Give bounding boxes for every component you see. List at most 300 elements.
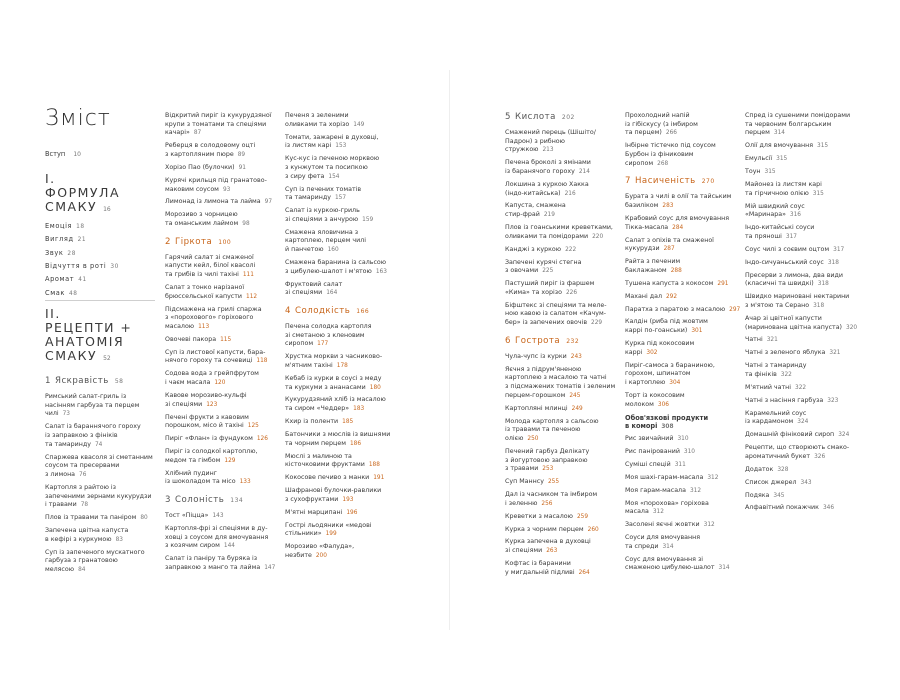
toc-entry[interactable] (625, 215, 729, 224)
toc-entry[interactable] (625, 258, 680, 267)
toc-entry[interactable] (165, 525, 267, 534)
page-number: 316 (789, 212, 801, 219)
toc-entry[interactable] (625, 474, 718, 483)
toc-entry[interactable] (505, 233, 603, 242)
toc-entry[interactable] (505, 569, 590, 578)
toc-entry[interactable] (625, 306, 740, 315)
entry-title: базиліком (625, 202, 659, 209)
toc-entry[interactable] (165, 284, 244, 293)
entry-title: Подяка (745, 491, 770, 499)
entry-title: Римський салат-гриль із (45, 392, 127, 400)
toc-entry[interactable] (625, 280, 729, 289)
toc-entry[interactable] (625, 340, 694, 349)
toc-entry[interactable] (625, 379, 680, 388)
toc-entry[interactable] (745, 453, 825, 462)
toc-entry[interactable] (505, 319, 602, 328)
toc-entry[interactable] (745, 142, 828, 151)
toc-entry[interactable] (625, 202, 673, 211)
page-number: 320 (846, 324, 858, 331)
entry-title: та фініків (745, 370, 777, 378)
toc-entry[interactable] (745, 479, 812, 488)
entry-title: та гірчичною олією (745, 189, 809, 197)
toc-entry[interactable] (505, 465, 553, 474)
toc-entry[interactable] (285, 332, 365, 341)
toc-entry[interactable] (285, 522, 372, 531)
entry-title: сиропом (285, 340, 314, 348)
page-number: 306 (657, 401, 669, 408)
toc-entry[interactable] (505, 383, 615, 392)
toc-entry[interactable] (625, 237, 714, 246)
toc-entry[interactable] (285, 461, 380, 470)
toc-entry[interactable] (165, 534, 268, 543)
page-number: 183 (353, 406, 365, 413)
toc-entry[interactable] (45, 514, 148, 523)
section-heading[interactable] (505, 112, 575, 123)
entry-title: перцем-горошком (505, 391, 566, 399)
toc-entry[interactable] (505, 500, 553, 509)
toc-entry[interactable] (745, 129, 785, 138)
toc-entry[interactable] (745, 224, 814, 233)
toc-entry[interactable] (745, 190, 824, 199)
toc-entry[interactable] (505, 353, 582, 362)
entry-title: Соус чилі з соєвим оцтом (745, 245, 830, 253)
entry-title: Батончики з мюслів із вишнями (285, 430, 391, 438)
toc-entry[interactable] (505, 224, 613, 233)
toc-entry[interactable] (745, 336, 778, 345)
toc-entry[interactable] (745, 168, 776, 177)
page-number: 315 (817, 143, 829, 150)
toc-entry[interactable] (285, 405, 364, 414)
toc-entry[interactable] (745, 211, 801, 220)
entry-title: Кукурудзяний хліб із масалою (285, 396, 386, 404)
toc-entry[interactable] (45, 566, 85, 575)
toc-entry[interactable] (745, 492, 784, 501)
toc-entry[interactable] (45, 235, 86, 245)
toc-entry[interactable] (285, 509, 357, 518)
entry-title: та пряноші (745, 232, 782, 240)
section-number: 1 (45, 376, 51, 386)
toc-entry[interactable] (505, 560, 571, 569)
toc-entry[interactable] (745, 181, 822, 190)
page-number: 144 (223, 543, 235, 550)
toc-entry[interactable] (285, 496, 353, 505)
toc-entry[interactable] (165, 422, 259, 431)
toc-entry[interactable] (285, 112, 349, 121)
toc-entry[interactable] (745, 384, 806, 393)
toc-entry[interactable] (165, 314, 253, 323)
toc-entry[interactable] (505, 435, 538, 444)
toc-entry[interactable] (505, 418, 599, 427)
entry-title: кукурудзи (625, 245, 660, 253)
toc-entry[interactable] (285, 323, 372, 332)
toc-entry[interactable] (625, 112, 690, 121)
toc-entry[interactable] (285, 155, 379, 164)
toc-entry[interactable] (625, 435, 689, 444)
toc-entry[interactable] (165, 220, 250, 229)
toc-entry[interactable] (285, 340, 328, 349)
page-number: 317 (833, 246, 845, 253)
toc-entry[interactable] (745, 371, 792, 380)
toc-entry[interactable] (745, 504, 834, 513)
toc-entry[interactable] (745, 272, 843, 281)
toc-entry[interactable] (505, 168, 590, 177)
section-heading[interactable] (625, 176, 715, 187)
toc-entry[interactable] (45, 493, 151, 502)
toc-entry[interactable] (165, 392, 247, 401)
toc-entry[interactable] (505, 547, 557, 556)
toc-entry[interactable] (165, 211, 238, 220)
toc-entry[interactable] (625, 401, 669, 410)
toc-entry[interactable] (745, 431, 849, 440)
section-heading[interactable] (505, 336, 579, 347)
page-number: 120 (214, 380, 226, 386)
toc-entry[interactable] (625, 160, 668, 169)
toc-entry[interactable] (505, 267, 553, 276)
toc-entry[interactable] (165, 323, 209, 332)
toc-entry[interactable] (285, 431, 390, 440)
toc-entry[interactable] (285, 237, 366, 246)
entry-title: ховці з соусом для вмочування (165, 533, 269, 541)
section-number: 4 (285, 306, 291, 316)
toc-entry[interactable] (745, 246, 844, 255)
toc-entry[interactable] (285, 353, 382, 362)
entry-title: Пастуший пиріг із фаршем (505, 280, 595, 288)
page-number: 113 (198, 323, 210, 330)
toc-entry[interactable] (165, 435, 268, 444)
toc-entry[interactable] (285, 487, 381, 496)
toc-entry[interactable] (625, 461, 686, 470)
toc-entry[interactable] (165, 129, 201, 138)
toc-entry[interactable] (505, 280, 594, 289)
toc-entry[interactable] (45, 410, 70, 419)
toc-entry[interactable] (745, 444, 849, 453)
toc-entry[interactable] (165, 306, 262, 315)
toc-entry[interactable] (285, 552, 327, 561)
entry-title: Відчуття в роті (45, 261, 107, 270)
toc-entry[interactable] (505, 538, 591, 547)
toc-entry[interactable] (165, 564, 275, 573)
toc-entry[interactable] (505, 246, 576, 255)
toc-entry[interactable] (45, 275, 87, 285)
toc-entry[interactable] (285, 418, 353, 427)
toc-entry[interactable] (505, 426, 580, 435)
toc-entry[interactable] (625, 521, 715, 530)
toc-entry[interactable] (165, 357, 267, 366)
toc-entry[interactable] (505, 457, 588, 466)
page-number: 255 (547, 479, 560, 486)
page-number: 149 (353, 121, 365, 128)
toc-entry[interactable] (745, 315, 822, 324)
toc-entry[interactable] (505, 310, 606, 319)
entry-title: Содова вода з грейпфрутом (165, 370, 259, 378)
toc-entry[interactable] (165, 198, 272, 207)
toc-entry[interactable] (165, 414, 249, 423)
toc-entry[interactable] (285, 474, 384, 483)
page-number: 188 (368, 462, 380, 469)
toc-entry[interactable] (165, 448, 258, 457)
toc-entry[interactable] (285, 362, 348, 371)
entry-title: соусом та пресервами (45, 462, 120, 470)
section-heading[interactable] (165, 237, 231, 248)
toc-entry[interactable] (505, 259, 581, 268)
toc-entry[interactable] (505, 211, 555, 220)
entry-title: із листям карі (285, 142, 332, 150)
toc-entry[interactable] (285, 530, 337, 539)
toc-entry[interactable] (505, 478, 559, 487)
entry-title: каррі (625, 348, 643, 356)
toc-entry[interactable] (165, 271, 254, 280)
toc-entry[interactable] (625, 500, 709, 509)
entry-title: картоплею з масалою та чатні (505, 374, 607, 382)
toc-entry[interactable] (285, 259, 386, 268)
toc-entry[interactable] (165, 186, 230, 195)
toc-entry[interactable] (285, 186, 361, 195)
toc-entry[interactable] (165, 112, 272, 121)
page-number: 21 (77, 237, 87, 244)
toc-entry[interactable] (285, 384, 381, 393)
toc-entry[interactable] (745, 155, 787, 164)
toc-entry[interactable] (745, 466, 788, 475)
page-number: 264 (578, 569, 590, 576)
toc-entry[interactable] (745, 397, 838, 406)
entry-title: стружкою (505, 146, 539, 154)
entry-title: з травами (505, 465, 539, 473)
page-number: 321 (766, 337, 778, 344)
toc-entry[interactable] (165, 254, 254, 263)
toc-entry[interactable] (45, 393, 126, 402)
toc-entry[interactable] (285, 142, 346, 151)
toc-entry[interactable] (625, 508, 664, 517)
entry-title: Суп із листової капусти, бара- (165, 348, 266, 356)
entry-title: і зеленню (505, 499, 538, 507)
toc-entry[interactable] (285, 453, 352, 462)
page-number: 297 (729, 306, 741, 313)
toc-entry[interactable] (285, 375, 382, 384)
toc-entry[interactable] (625, 142, 716, 151)
entry-title: Салат із паніру та буряка із (165, 555, 258, 563)
section-heading[interactable] (165, 495, 243, 506)
page-number: 283 (662, 203, 674, 209)
toc-entry[interactable] (165, 262, 255, 271)
page-number: 308 (661, 424, 674, 431)
toc-entry[interactable] (505, 513, 588, 522)
toc-entry[interactable] (285, 194, 346, 203)
entry-title: Додаток (745, 465, 774, 473)
toc-entry[interactable] (625, 327, 702, 336)
toc-entry[interactable] (45, 527, 128, 536)
toc-entry[interactable] (505, 491, 597, 500)
toc-entry[interactable] (625, 318, 708, 327)
entry-title: Салат з опіхів та смаженої (625, 236, 714, 244)
toc-entry[interactable] (165, 370, 259, 379)
toc-entry[interactable] (505, 146, 554, 155)
category-heading[interactable] (625, 414, 708, 423)
entry-title: та чорним перцем (285, 439, 346, 447)
entry-title: та куркуми з ананасами (285, 383, 366, 391)
toc-entry[interactable] (45, 262, 119, 272)
toc-entry[interactable] (165, 379, 225, 388)
toc-entry[interactable] (625, 448, 695, 457)
toc-entry[interactable] (625, 349, 657, 358)
entry-title: Хлібний пудинг (165, 469, 217, 477)
toc-entry[interactable] (45, 222, 85, 232)
part2-page: 52 (103, 355, 111, 362)
toc-entry[interactable] (505, 129, 596, 138)
toc-entry[interactable] (505, 138, 565, 147)
section-name: Яскравість (54, 376, 109, 386)
toc-entry[interactable] (625, 392, 685, 401)
toc-entry[interactable] (45, 501, 88, 510)
page-number: 58 (114, 378, 124, 385)
toc-entry[interactable] (285, 289, 337, 298)
entry-title: каррі по-гоанськи) (625, 327, 688, 335)
toc-entry[interactable] (285, 207, 360, 216)
toc-entry[interactable] (285, 216, 373, 225)
toc-entry[interactable] (45, 462, 119, 471)
toc-entry[interactable] (505, 366, 581, 375)
toc-entry[interactable] (165, 151, 245, 160)
toc-entry[interactable] (165, 293, 257, 302)
toc-entry[interactable] (165, 542, 235, 551)
section-name: Солодкість (294, 306, 351, 316)
toc-entry[interactable] (45, 557, 118, 566)
toc-entry[interactable] (625, 362, 715, 371)
toc-entry[interactable] (285, 121, 364, 130)
toc-entry[interactable] (285, 173, 340, 182)
toc-entry[interactable] (285, 134, 379, 143)
page-number: 304 (669, 380, 681, 386)
toc-entry[interactable] (745, 293, 849, 302)
toc-entry[interactable] (45, 536, 123, 545)
intro-entry[interactable] (45, 150, 81, 158)
toc-entry[interactable] (45, 402, 139, 411)
toc-entry[interactable] (745, 259, 839, 268)
toc-entry[interactable] (165, 512, 224, 521)
toc-entry[interactable] (745, 121, 831, 130)
toc-entry[interactable] (625, 121, 698, 130)
toc-entry[interactable] (285, 281, 342, 290)
toc-entry[interactable] (285, 164, 368, 173)
entry-title: масалою (165, 322, 195, 330)
entry-title: гарбуза з гранатовою (45, 557, 118, 565)
toc-entry[interactable] (285, 268, 387, 277)
section-heading[interactable] (285, 306, 369, 317)
page-number: 311 (674, 461, 686, 468)
toc-entry[interactable] (165, 164, 246, 173)
section-heading[interactable] (45, 376, 123, 387)
toc-entry[interactable] (45, 289, 78, 299)
toc-entry[interactable] (625, 224, 683, 233)
toc-entry[interactable] (285, 440, 361, 449)
toc-entry[interactable] (505, 405, 583, 414)
toc-entry[interactable] (625, 543, 674, 552)
toc-entry[interactable] (745, 324, 857, 333)
entry-title: Салат із бараннячого гороху (45, 423, 141, 431)
toc-entry[interactable] (745, 302, 824, 311)
toc-entry[interactable] (745, 418, 808, 427)
toc-entry[interactable] (45, 432, 118, 441)
toc-entry[interactable] (165, 177, 267, 186)
entry-title: (маринована цвітна капуста) (745, 323, 843, 331)
toc-entry[interactable] (165, 470, 217, 479)
toc-entry[interactable] (745, 112, 850, 121)
toc-entry[interactable] (625, 193, 731, 202)
toc-entry[interactable] (505, 181, 589, 190)
toc-entry[interactable] (45, 549, 145, 558)
toc-entry[interactable] (165, 401, 217, 410)
section-name: Гострота (514, 335, 561, 346)
part1-heading (45, 172, 120, 217)
toc-entry[interactable] (625, 564, 730, 573)
toc-entry[interactable] (165, 555, 257, 564)
toc-entry[interactable] (745, 203, 805, 212)
toc-entry[interactable] (285, 246, 339, 255)
toc-entry[interactable] (625, 129, 677, 138)
entry-title: Соуси для вмочування (625, 534, 701, 542)
toc-entry[interactable] (625, 487, 701, 496)
page-number: 229 (591, 320, 603, 327)
page-number: 266 (665, 130, 677, 137)
toc-entry[interactable] (505, 392, 580, 401)
entry-title: Салат із куркою-гриль (285, 207, 360, 215)
toc-entry[interactable] (745, 362, 806, 371)
toc-entry[interactable] (45, 441, 102, 450)
toc-entry[interactable] (165, 478, 251, 487)
toc-entry[interactable] (745, 410, 806, 419)
toc-entry[interactable] (745, 349, 840, 358)
toc-entry[interactable] (45, 249, 76, 259)
toc-entry[interactable] (505, 202, 566, 211)
entry-title: Пресерви з лимона, два види (745, 271, 843, 279)
toc-entry[interactable] (745, 280, 829, 289)
toc-entry[interactable] (45, 471, 86, 480)
toc-entry[interactable] (285, 543, 354, 552)
page-number: 263 (546, 548, 558, 555)
entry-title: Падрон) з рибною (505, 137, 565, 145)
toc-entry[interactable] (165, 142, 255, 151)
toc-entry[interactable] (625, 267, 682, 276)
toc-entry[interactable] (745, 233, 797, 242)
toc-entry[interactable] (165, 457, 235, 466)
entry-title: Гострі льодяники «медові (285, 521, 372, 529)
toc-entry[interactable] (505, 526, 599, 535)
category-heading[interactable] (625, 422, 673, 432)
toc-entry[interactable] (625, 245, 675, 254)
entry-title: брюссельської капусти (165, 292, 243, 300)
entry-title: Дал із часником та імбиром (505, 491, 598, 498)
entry-title: з лимона (45, 470, 76, 478)
toc-entry[interactable] (45, 484, 116, 493)
page-number: 301 (691, 328, 703, 335)
toc-entry[interactable] (625, 370, 691, 379)
toc-entry[interactable] (625, 293, 677, 302)
toc-entry[interactable] (505, 448, 589, 457)
entry-title: Кокосове печиво з манки (285, 474, 370, 482)
toc-entry[interactable] (625, 534, 700, 543)
toc-entry[interactable] (45, 423, 141, 432)
toc-entry[interactable] (625, 151, 694, 160)
toc-entry[interactable] (505, 159, 591, 168)
toc-entry[interactable] (505, 190, 576, 199)
entry-title: Плов із травами та паніром (45, 514, 137, 522)
page-number: 232 (566, 337, 580, 345)
toc-entry[interactable] (45, 454, 153, 463)
toc-entry[interactable] (165, 336, 231, 345)
toc-entry[interactable] (505, 289, 577, 298)
entry-title: Моя «порохова» горіхова (625, 499, 709, 507)
toc-entry[interactable] (285, 396, 386, 405)
toc-entry[interactable] (505, 374, 607, 383)
